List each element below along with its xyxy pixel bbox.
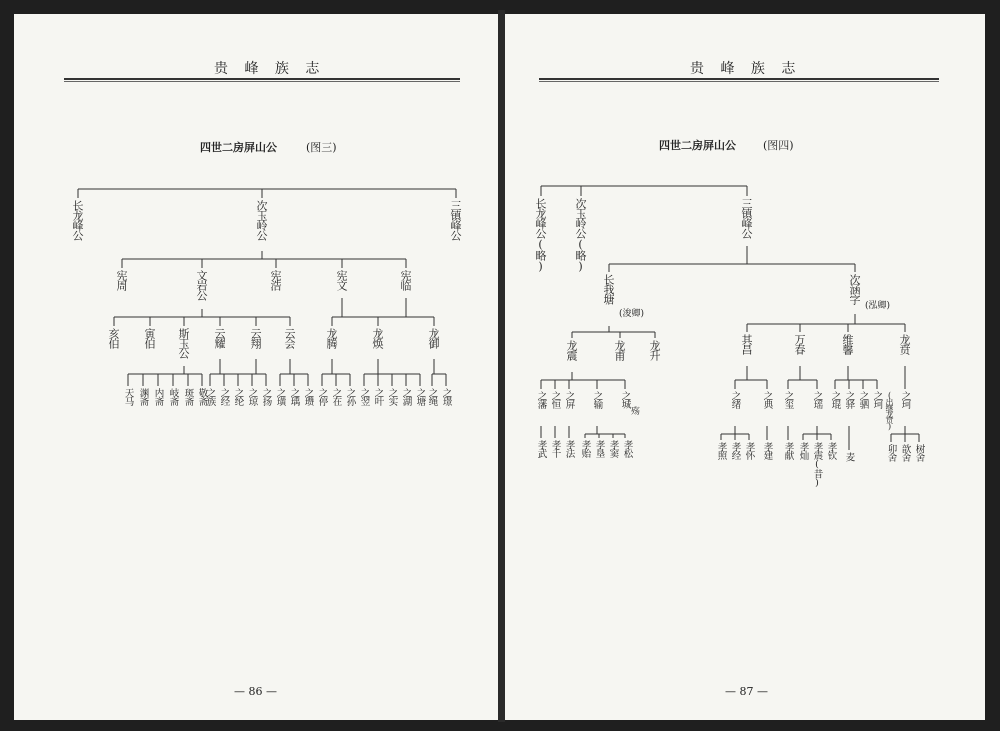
gen4-node: 敬斋 bbox=[196, 388, 208, 405]
page-number: — 86 — bbox=[234, 685, 277, 698]
gen1-node: 三镇峰公 bbox=[740, 198, 753, 238]
gen4-node: 之瑀 bbox=[288, 388, 300, 405]
gen2-node: 长我塘 bbox=[602, 274, 615, 304]
gen2-node: 宪浩 bbox=[269, 270, 282, 290]
chart-title: 四世二房屏山公 bbox=[200, 141, 277, 154]
gen4-note: (出继龙贲) bbox=[885, 391, 894, 429]
gen5-node: 孝钦 bbox=[825, 442, 837, 459]
gen5-node: 卯舍 bbox=[885, 444, 897, 461]
gen3-node: 龙腾 bbox=[325, 328, 338, 348]
page-number: — 87 — bbox=[725, 685, 768, 698]
gen4-node: 之玺 bbox=[782, 391, 794, 408]
gen5-node: 孝窦 bbox=[607, 440, 619, 457]
gen4-node: 之璟 bbox=[440, 388, 452, 405]
gen4-node: 之经 bbox=[218, 388, 230, 405]
gen4-node: 内斋 bbox=[152, 388, 164, 405]
gen4-node: 之屏 bbox=[563, 391, 575, 408]
gen4-node: 之城 bbox=[619, 391, 631, 408]
gen4-node: 之湖 bbox=[400, 388, 412, 405]
gen4-node: 之绪 bbox=[729, 391, 741, 408]
gen2-note: (泓卿) bbox=[865, 301, 891, 311]
gen4-node: 天马 bbox=[122, 388, 134, 405]
gen4-node: 之绳 bbox=[426, 388, 438, 405]
figure-label: (图三) bbox=[306, 141, 337, 154]
gen3-node: 云会 bbox=[283, 328, 296, 348]
gen3-node: 云翔 bbox=[249, 328, 262, 348]
gen3-node: 寅伯 bbox=[143, 328, 156, 348]
gen4-node: 之典 bbox=[761, 391, 773, 408]
gen3-node: 亥伯 bbox=[107, 328, 120, 348]
gen4-node: 之琼 bbox=[246, 388, 258, 405]
gen1-node: 长龙峰公 bbox=[71, 200, 84, 240]
gen4-node: 之孙 bbox=[344, 388, 356, 405]
gen3-node: 维馨 bbox=[841, 334, 854, 354]
gen5-node: 孝照 bbox=[715, 442, 727, 459]
gen4-node: 之输 bbox=[591, 391, 603, 408]
gen3-node: 斯玉公 bbox=[177, 328, 190, 358]
gen5-node: 孝震(昔) bbox=[811, 442, 823, 488]
gen2-node: 文岩公 bbox=[195, 270, 208, 300]
gen4-node: 斑斋 bbox=[182, 388, 194, 405]
gen4-node: 之藩 bbox=[535, 391, 547, 408]
gen4-node: 之琨 bbox=[829, 391, 841, 408]
gen5-node: 孝怀 bbox=[743, 442, 755, 459]
gen4-node: 之实 bbox=[386, 388, 398, 405]
gen3-node: 龙御 bbox=[427, 328, 440, 348]
gen4-node: 之翌 bbox=[358, 388, 370, 405]
gen5-node: 孝贻 bbox=[579, 440, 591, 457]
right-page bbox=[505, 14, 985, 720]
gen3-node: 万春 bbox=[793, 334, 806, 354]
gen4-node: 之塘 bbox=[414, 388, 426, 405]
gen1-node: 长龙峰公(略) bbox=[534, 198, 547, 272]
gen3-node: 其昌 bbox=[740, 334, 753, 354]
gen3-node: 龙震 bbox=[565, 340, 578, 360]
gen1-node: 次玉岭公(略) bbox=[574, 198, 587, 272]
gen2-node: 宪临 bbox=[399, 270, 412, 290]
gen2-node: 次涵字 bbox=[848, 274, 861, 304]
gen3-node: 龙贲 bbox=[898, 334, 911, 354]
gen5-node: 孝经 bbox=[729, 442, 741, 459]
gen2-node: 宪文 bbox=[335, 270, 348, 290]
gen4-node: 之恒 bbox=[549, 391, 561, 408]
gen3-node: 龙甫 bbox=[613, 340, 626, 360]
gen4-node: 之瓒 bbox=[302, 388, 314, 405]
gen3-node: 龙焕 bbox=[371, 328, 384, 348]
page-header: 贵 峰 族 志 bbox=[690, 61, 802, 77]
gen5-node: 孝法 bbox=[563, 440, 575, 457]
gen5-node: 歆舍 bbox=[899, 444, 911, 461]
gen4-node: 之纶 bbox=[232, 388, 244, 405]
gen4-node: 之在 bbox=[330, 388, 342, 405]
gen1-node: 三镇峰公 bbox=[449, 200, 462, 240]
gen4-node: 之族 bbox=[204, 388, 216, 405]
gen4-node: 之珂 bbox=[871, 391, 883, 408]
book-gutter bbox=[498, 10, 505, 722]
gen5-node: 孝松 bbox=[621, 440, 633, 457]
figure-label: (图四) bbox=[763, 139, 794, 152]
gen4-node: 之停 bbox=[316, 388, 328, 405]
page-header: 贵 峰 族 志 bbox=[214, 61, 326, 77]
gen5-node: 孝献 bbox=[782, 442, 794, 459]
gen5-node: 孝武 bbox=[535, 440, 547, 457]
gen5-node: 孝建 bbox=[761, 442, 773, 459]
gen4-node: 之扬 bbox=[260, 388, 272, 405]
gen2-node: 宪周 bbox=[115, 270, 128, 290]
gen5-node: 树舍 bbox=[913, 444, 925, 461]
gen4-node: 之叶 bbox=[372, 388, 384, 405]
gen4-node: 之璜 bbox=[274, 388, 286, 405]
gen5-node: 孝垦 bbox=[593, 440, 605, 457]
gen4-note: 殇 bbox=[631, 407, 641, 417]
gen4-node: 渊斋 bbox=[137, 388, 149, 405]
chart-title: 四世二房屏山公 bbox=[659, 139, 736, 152]
gen4-node: 之瑶 bbox=[811, 391, 823, 408]
gen5-node: 麦 bbox=[843, 452, 855, 461]
gen4-node: 之驿 bbox=[843, 391, 855, 408]
gen4-node: 之驷 bbox=[857, 391, 869, 408]
gen3-node: 云耀 bbox=[213, 328, 226, 348]
gen1-node: 次玉岭公 bbox=[255, 200, 268, 240]
gen4-node: 岐斋 bbox=[167, 388, 179, 405]
left-page bbox=[14, 14, 498, 720]
gen5-node: 孝灿 bbox=[797, 442, 809, 459]
gen4-node: 之珂 bbox=[899, 391, 911, 408]
gen5-node: 孝千 bbox=[549, 440, 561, 457]
gen2-note: (浚卿) bbox=[619, 309, 645, 319]
gen3-node: 龙升 bbox=[648, 340, 661, 360]
